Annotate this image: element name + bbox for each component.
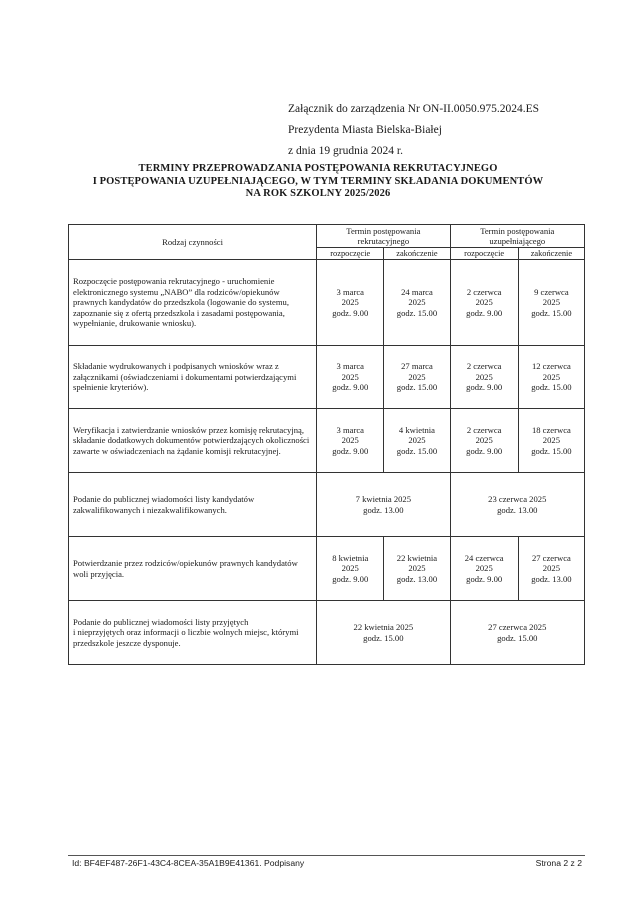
header-issuer-line: Prezydenta Miasta Bielska-Białej — [288, 124, 442, 136]
date-cell: 27 marca 2025 godz. 15.00 — [384, 346, 450, 409]
date-cell: 24 czerwca 2025 godz. 9.00 — [450, 537, 518, 601]
schedule-table — [68, 224, 585, 665]
date-cell-merged: 22 kwietnia 2025 godz. 15.00 — [317, 601, 450, 665]
date-cell: 2 czerwca 2025 godz. 9.00 — [450, 260, 518, 346]
date-cell: 8 kwietnia 2025 godz. 9.00 — [317, 537, 384, 601]
title-line-3: NA ROK SZKOLNY 2025/2026 — [245, 188, 391, 199]
document-header — [288, 99, 539, 162]
date-cell: 18 czerwca 2025 godz. 15.00 — [518, 409, 584, 473]
activity-cell: Potwierdzanie przez rodziców/opiekunów prawnych kandydatów woli przyjęcia. — [69, 537, 317, 601]
column-header-start: rozpoczęcie — [317, 248, 384, 260]
date-cell: 12 czerwca 2025 godz. 15.00 — [518, 346, 584, 409]
date-cell: 3 marca 2025 godz. 9.00 — [317, 409, 384, 473]
date-cell-merged: 27 czerwca 2025 godz. 15.00 — [450, 601, 584, 665]
title-line-2: I POSTĘPOWANIA UZUPEŁNIAJĄCEGO, W TYM TERMINY SKŁADANIA DOKUMENTÓW — [92, 175, 544, 187]
table-row — [69, 346, 585, 409]
table-row — [69, 260, 585, 346]
table-row — [69, 537, 585, 601]
table-row — [69, 601, 585, 665]
column-group-recruitment: Termin postępowania rekrutacyjnego — [317, 225, 450, 248]
date-cell: 22 kwietnia 2025 godz. 13.00 — [384, 537, 450, 601]
date-cell: 3 marca 2025 godz. 9.00 — [317, 346, 384, 409]
footer-document-id: Id: BF4EF487-26F1-43C4-8CEA-35A1B9E41361. Podpisany — [72, 858, 305, 868]
footer-divider — [68, 855, 585, 856]
footer-page-number: Strona 2 z 2 — [535, 858, 582, 868]
date-cell: 24 marca 2025 godz. 15.00 — [384, 260, 450, 346]
date-cell: 4 kwietnia 2025 godz. 15.00 — [384, 409, 450, 473]
header-date-line: z dnia 19 grudnia 2024 r. — [288, 145, 403, 157]
column-header-end: zakończenie — [518, 248, 584, 260]
date-cell-merged: 23 czerwca 2025 godz. 13.00 — [450, 473, 584, 537]
activity-cell: Podanie do publicznej wiadomości listy kandydatów zakwalifikowanych i niezakwalifikowanych. — [69, 473, 317, 537]
activity-cell: Weryfikacja i zatwierdzanie wniosków przez komisję rekrutacyjną, składanie dodatkowych dokumentów potwierdzających okoliczności zawarte w oświadczeniach na żądanie komisji rekrutacyjnej. — [69, 409, 317, 473]
column-group-supplementary: Termin postępowania uzupełniającego — [450, 225, 584, 248]
date-cell: 27 czerwca 2025 godz. 13.00 — [518, 537, 584, 601]
table-row — [69, 409, 585, 473]
activity-cell: Składanie wydrukowanych i podpisanych wniosków wraz z załącznikami (oświadczeniami i dokumentami potwierdzającymi spełnienie kryteriów). — [69, 346, 317, 409]
date-cell: 3 marca 2025 godz. 9.00 — [317, 260, 384, 346]
activity-cell: Podanie do publicznej wiadomości listy przyjętych i nieprzyjętych oraz informacji o liczbie wolnych miejsc, którymi przedszkole jeszcze dysponuje. — [69, 601, 317, 665]
column-header-activity: Rodzaj czynności — [69, 225, 317, 260]
header-annex-line: Załącznik do zarządzenia Nr ON-II.0050.975.2024.ES — [288, 103, 539, 115]
date-cell-merged: 7 kwietnia 2025 godz. 13.00 — [317, 473, 450, 537]
activity-cell: Rozpoczęcie postępowania rekrutacyjnego - uruchomienie elektronicznego systemu „NABO” dla rodziców/opiekunów prawnych kandydatów do przedszkola (logowanie do systemu, zapoznanie się z ofertą przedszkola i zasadami postępowania, wypełnianie, drukowanie wniosku). — [69, 260, 317, 346]
table-row — [69, 473, 585, 537]
column-header-end: zakończenie — [384, 248, 450, 260]
date-cell: 9 czerwca 2025 godz. 15.00 — [518, 260, 584, 346]
date-cell: 2 czerwca 2025 godz. 9.00 — [450, 346, 518, 409]
document-title — [0, 163, 636, 201]
title-line-1: TERMINY PRZEPROWADZANIA POSTĘPOWANIA REKRUTACYJNEGO — [138, 163, 498, 174]
column-header-start: rozpoczęcie — [450, 248, 518, 260]
date-cell: 2 czerwca 2025 godz. 9.00 — [450, 409, 518, 473]
